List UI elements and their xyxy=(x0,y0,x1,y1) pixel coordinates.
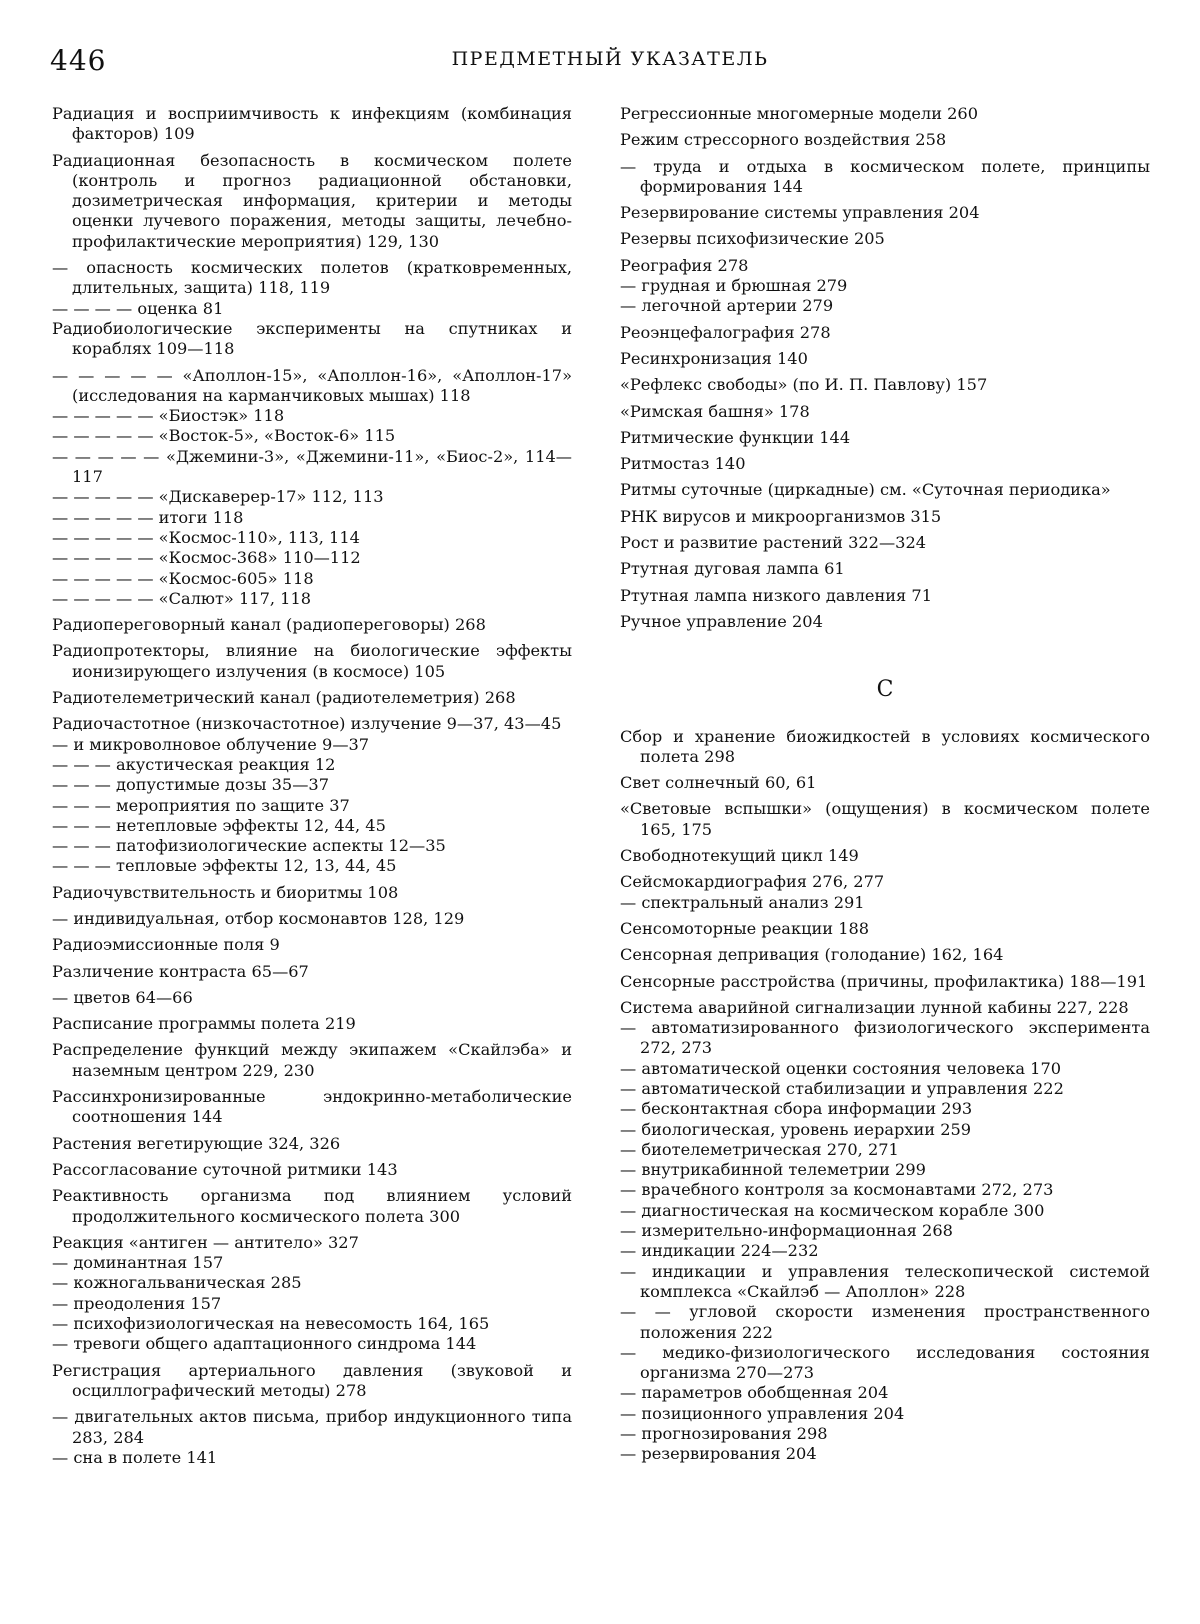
index-entry: Радиопереговорный канал (радиопереговоры) 268 xyxy=(52,615,486,635)
index-entry: Ритмические функции 144 xyxy=(620,427,851,447)
index-entry: — — — тепловые эффекты 12, 13, 44, 45 xyxy=(52,856,397,876)
index-entry: — диагностическая на космическом корабле 300 xyxy=(620,1200,1045,1220)
index-entry: Ритмы суточные (циркадные) см. «Суточная периодика» xyxy=(620,480,1111,500)
index-entry: — — — — оценка 81 xyxy=(52,298,224,318)
index-entry: Радиоэмиссионные поля 9 xyxy=(52,935,280,955)
index-entry: — кожногальваническая 285 xyxy=(52,1273,302,1293)
index-entry: Сенсорные расстройства (причины, профилактика) 188—191 xyxy=(620,971,1148,991)
index-entry: — — — — — «Дискаверер-17» 112, 113 xyxy=(52,487,384,507)
index-entry: — индивидуальная, отбор космонавтов 128, 129 xyxy=(52,908,465,928)
index-entry: Регрессионные многомерные модели 260 xyxy=(620,104,979,123)
index-entry: — — — — — «Салют» 117, 118 xyxy=(52,588,312,608)
index-entry: Реактивность организма под влиянием условий продолжительного космического полета 300 xyxy=(52,1186,572,1226)
index-entry: — автоматической стабилизации и управления 222 xyxy=(620,1078,1064,1098)
index-entry: — легочной артерии 279 xyxy=(620,296,834,316)
section-r-entries xyxy=(620,104,1150,632)
index-entry: — измерительно-информационная 268 xyxy=(620,1221,953,1241)
index-entry: — труда и отдыха в космическом полете, принципы формирования 144 xyxy=(620,156,1150,196)
index-entry: Радиация и восприимчивость к инфекциям (комбинация факторов) 109 xyxy=(52,104,572,144)
index-entry: — двигательных актов письма, прибор индукционного типа 283, 284 xyxy=(52,1407,572,1447)
index-entry: Реоэнцефалография 278 xyxy=(620,322,831,342)
index-entry: Растения вегетирующие 324, 326 xyxy=(52,1133,341,1153)
index-entry: — — — акустическая реакция 12 xyxy=(52,754,336,774)
index-entry: — доминантная 157 xyxy=(52,1253,224,1273)
index-entry: Радиотелеметрический канал (радиотелеметрия) 268 xyxy=(52,688,516,708)
index-entry: — индикации 224—232 xyxy=(620,1241,819,1261)
index-entry: — спектральный анализ 291 xyxy=(620,892,865,912)
index-entry: — опасность космических полетов (кратковременных, длительных, защита) 118, 119 xyxy=(52,258,572,298)
index-entry: Радиобиологические эксперименты на спутниках и кораблях 109—118 xyxy=(52,318,572,359)
index-entry: Радиочувствительность и биоритмы 108 xyxy=(52,882,399,902)
index-entry: Режим стрессорного воздействия 258 xyxy=(620,130,947,150)
index-entry: «Световые вспышки» (ощущения) в космическом полете 165, 175 xyxy=(620,799,1150,839)
index-entry: — параметров обобщенная 204 xyxy=(620,1383,889,1403)
index-entry: Различение контраста 65—67 xyxy=(52,961,309,981)
index-entry: — медико-физиологического исследования состояния организма 270—273 xyxy=(620,1342,1150,1383)
index-entry: — бесконтактная сбора информации 293 xyxy=(620,1099,973,1119)
index-entry: — психофизиологическая на невесомость 164, 165 xyxy=(52,1314,490,1334)
index-entry: Рассинхронизированные эндокринно-метаболические соотношения 144 xyxy=(52,1087,572,1127)
index-entry: Сейсмокардиография 276, 277 xyxy=(620,872,885,892)
page-number: 446 xyxy=(50,44,107,77)
index-entry: Свет солнечный 60, 61 xyxy=(620,773,817,793)
index-entry: — внутрикабинной телеметрии 299 xyxy=(620,1160,926,1180)
index-entry: — — — — — «Космос-368» 110—112 xyxy=(52,548,361,568)
index-entry: Расписание программы полета 219 xyxy=(52,1014,356,1034)
index-entry: — — — — — «Джемини-3», «Джемини-11», «Биос-2», 114—117 xyxy=(52,446,572,487)
running-title: ПРЕДМЕТНЫЙ УКАЗАТЕЛЬ xyxy=(451,48,769,70)
index-entry: — биологическая, уровень иерархии 259 xyxy=(620,1119,972,1139)
index-entry: — — — — — итоги 118 xyxy=(52,507,244,527)
index-entry: — тревоги общего адаптационного синдрома 144 xyxy=(52,1334,477,1354)
index-entry: Ручное управление 204 xyxy=(620,611,823,631)
index-entry: Резервы психофизические 205 xyxy=(620,229,885,249)
index-entry: — — — — — «Биостэк» 118 xyxy=(52,406,285,426)
index-entry: — и микроволновое облучение 9—37 xyxy=(52,734,370,754)
index-entry: — прогнозирования 298 xyxy=(620,1424,828,1444)
index-entry: — — — — — «Восток-5», «Восток-6» 115 xyxy=(52,426,396,446)
index-entry: — биотелеметрическая 270, 271 xyxy=(620,1139,899,1159)
index-entry: «Рефлекс свободы» (по И. П. Павлову) 157 xyxy=(620,375,988,395)
index-entry: Рассогласование суточной ритмики 143 xyxy=(52,1159,398,1179)
index-entry: — сна в полете 141 xyxy=(52,1447,218,1467)
index-entry: Система аварийной сигнализации лунной кабины 227, 228 xyxy=(620,997,1129,1017)
index-entry: Резервирование системы управления 204 xyxy=(620,203,980,223)
index-entry: Ртутная лампа низкого давления 71 xyxy=(620,585,933,605)
index-entry: Радиопротекторы, влияние на биологические эффекты ионизирующего излучения (в космосе) 105 xyxy=(52,641,572,681)
index-entry: — преодоления 157 xyxy=(52,1293,222,1313)
index-entry: — — — патофизиологические аспекты 12—35 xyxy=(52,836,446,856)
index-entry: Сенсорная депривация (голодание) 162, 164 xyxy=(620,945,1004,965)
index-entry: — — — — — «Аполлон-15», «Аполлон-16», «Аполлон-17» (исследования на карманчиковых мышах) 118 xyxy=(52,365,572,405)
index-entry: — врачебного контроля за космонавтами 272, 273 xyxy=(620,1180,1054,1200)
index-entry: Сбор и хранение биожидкостей в условиях космического полета 298 xyxy=(620,726,1150,766)
index-entry: Распределение функций между экипажем «Скайлэба» и наземным центром 229, 230 xyxy=(52,1040,572,1080)
index-entry: — грудная и брюшная 279 xyxy=(620,276,848,296)
index-entry: «Римская башня» 178 xyxy=(620,401,810,421)
index-entry: — позиционного управления 204 xyxy=(620,1403,905,1423)
index-entry: — резервирования 204 xyxy=(620,1444,817,1464)
index-entry: — цветов 64—66 xyxy=(52,987,193,1007)
index-entry: Радиационная безопасность в космическом полете (контроль и прогноз радиационной обстановки, дозиметрическая информация, критерии и методы оценки лучевого поражения, методы защиты, лечебно-профилактические мероприятия) 129, 130 xyxy=(52,150,572,251)
index-entry: Регистрация артериального давления (звуковой и осциллографический методы) 278 xyxy=(52,1360,572,1400)
index-entry: — — — мероприятия по защите 37 xyxy=(52,795,350,815)
index-entry: — — — допустимые дозы 35—37 xyxy=(52,775,329,795)
index-entry: Ресинхронизация 140 xyxy=(620,348,808,368)
index-entry: Радиочастотное (низкочастотное) излучение 9—37, 43—45 xyxy=(52,714,562,734)
index-entry: Ртутная дуговая лампа 61 xyxy=(620,559,845,579)
index-entry: — автоматической оценки состояния человека 170 xyxy=(620,1058,1062,1078)
right-column xyxy=(620,104,1150,1465)
index-entry: — индикации и управления телескопической системой комплекса «Скайлэб — Аполлон» 228 xyxy=(620,1261,1150,1301)
index-entry: — автоматизированного физиологического эксперимента 272, 273 xyxy=(620,1018,1150,1058)
index-entry: Рост и развитие растений 322—324 xyxy=(620,533,927,553)
index-entry: Реакция «антиген — антитело» 327 xyxy=(52,1232,359,1252)
section-letter: С xyxy=(876,677,894,703)
index-entry: — — — — — «Космос-110», 113, 114 xyxy=(52,527,360,547)
index-entry: Свободнотекущий цикл 149 xyxy=(620,846,859,866)
index-entry: — — — — — «Космос-605» 118 xyxy=(52,568,314,588)
index-entry: Сенсомоторные реакции 188 xyxy=(620,918,870,938)
index-entry: Ритмостаз 140 xyxy=(620,454,746,474)
section-s-entries xyxy=(620,727,1150,1465)
index-entry: — — — нетепловые эффекты 12, 44, 45 xyxy=(52,815,386,835)
index-entry: Реография 278 xyxy=(620,255,749,275)
index-entry: РНК вирусов и микроорганизмов 315 xyxy=(620,506,942,526)
left-column xyxy=(52,104,572,1468)
index-entry: — — угловой скорости изменения пространственного положения 222 xyxy=(620,1302,1150,1342)
